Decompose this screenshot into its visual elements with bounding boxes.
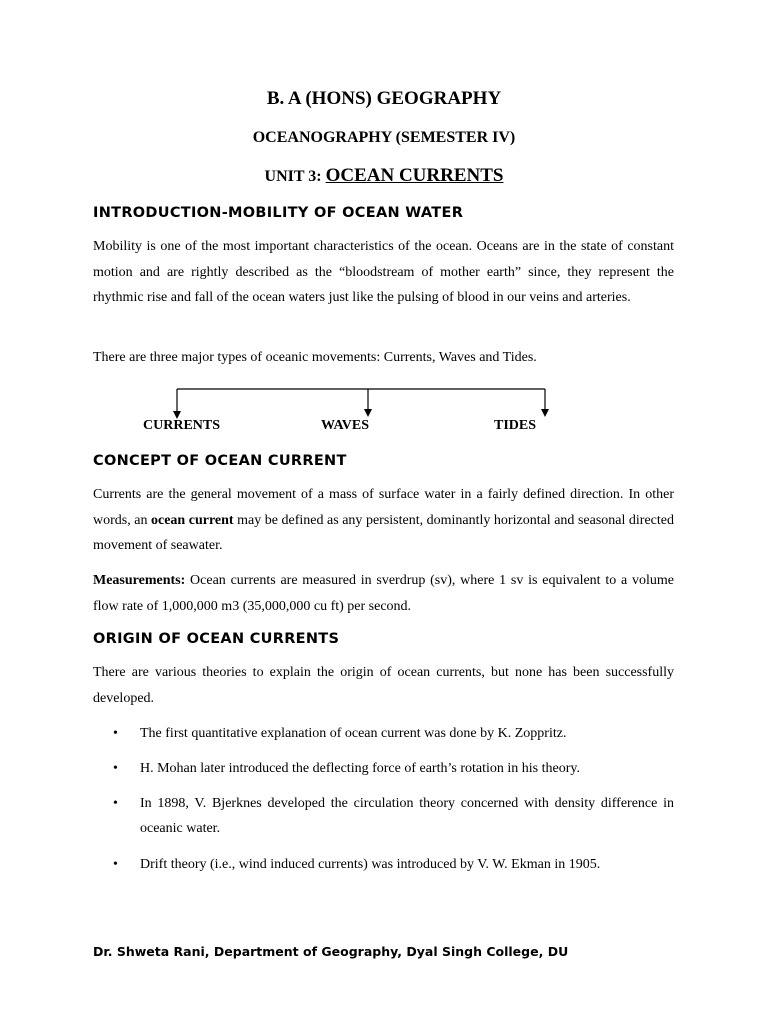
bullet-icon: • <box>113 857 118 872</box>
movements-paragraph: There are three major types of oceanic movements: Currents, Waves and Tides. <box>93 350 537 365</box>
course-title: B. A (HONS) GEOGRAPHY <box>266 88 502 109</box>
unit-title <box>0 165 768 187</box>
list-item: • In 1898, V. Bjerknes developed the circulation theory concerned with density difference in oceanic water. <box>113 791 674 841</box>
list-item: • The first quantitative explanation of ocean current was done by K. Zoppritz. <box>113 721 674 746</box>
concept-heading: CONCEPT OF OCEAN CURRENT <box>93 453 347 469</box>
label-tides: TIDES <box>494 418 537 433</box>
list-item: • H. Mohan later introduced the deflecting force of earth’s rotation in his theory. <box>113 756 674 781</box>
intro-paragraph: Mobility is one of the most important characteristics of the ocean. Oceans are in the state of constant motion and are rightly described as the “bloodstream of mother earth” since, they represent the rhythmic rise and fall of the ocean waters just like the pulsing of blood in our veins and arteries. <box>93 239 674 305</box>
measurements-paragraph: Measurements: Ocean currents are measured in sverdrup (sv), where 1 sv is equivalent to a volume flow rate of 1,000,000 m3 (35,000,000 cu ft) per second. <box>93 573 674 614</box>
measurements-label: Measurements: <box>93 573 186 588</box>
label-waves: WAVES <box>321 418 369 433</box>
ocean-current-term: ocean current <box>151 512 234 528</box>
unit-prefix: UNIT 3: <box>264 168 326 185</box>
movement-types-diagram <box>0 380 768 440</box>
label-currents: CURRENTS <box>143 418 221 433</box>
unit-name: OCEAN CURRENTS <box>325 165 504 186</box>
arrow-head-waves <box>364 409 372 417</box>
page-footer: Dr. Shweta Rani, Department of Geography, Dyal Singh College, DU <box>93 944 569 959</box>
concept-paragraph: Currents are the general movement of a mass of surface water in a fairly defined direction. In other words, an ocean current may be defined as any persistent, dominantly horizontal and seasonal directed movement of seawater. <box>93 487 674 553</box>
intro-heading: INTRODUCTION-MOBILITY OF OCEAN WATER <box>93 205 464 221</box>
list-item: • Drift theory (i.e., wind induced currents) was introduced by V. W. Ekman in 1905. <box>113 852 674 877</box>
bullet-icon: • <box>113 726 118 741</box>
arrow-head-tides <box>541 409 549 417</box>
origin-heading: ORIGIN OF OCEAN CURRENTS <box>93 631 340 647</box>
origin-paragraph: There are various theories to explain the origin of ocean currents, but none has been successfully developed. <box>93 665 674 706</box>
paper-title: OCEANOGRAPHY (SEMESTER IV) <box>252 129 516 146</box>
bullet-icon: • <box>113 796 118 811</box>
bullet-icon: • <box>113 761 118 776</box>
